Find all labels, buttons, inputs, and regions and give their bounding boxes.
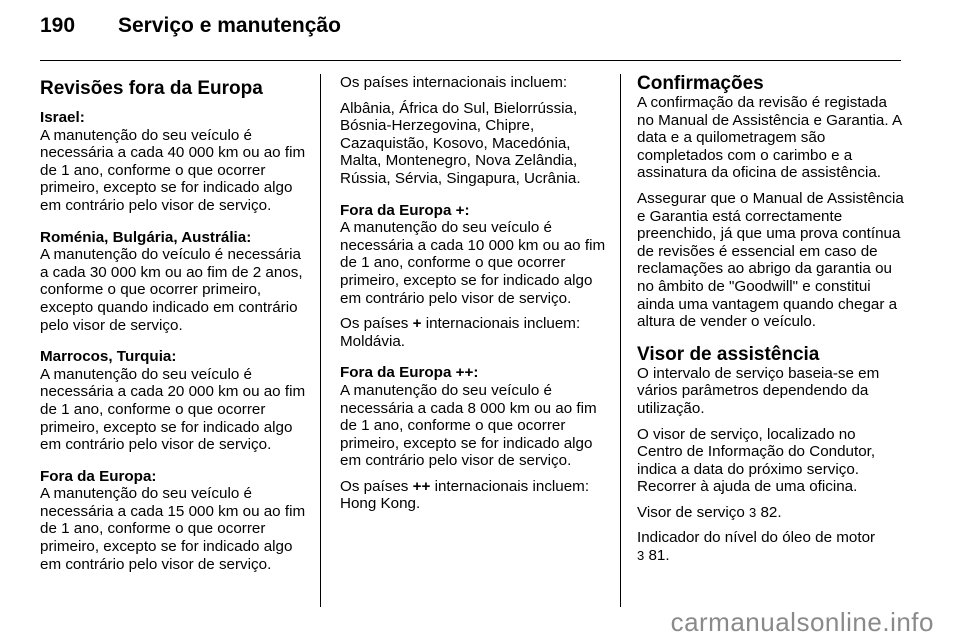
ref-page[interactable]: 82. — [756, 503, 782, 521]
region-text: A manutenção do veículo é necessária a cada 30 000 km ou ao fim de 2 anos, conforme o que ocorrer primeiro, excepto quando indicado em contrário pelo visor de serviço. — [40, 246, 303, 334]
region-block-outside-europe — [40, 468, 308, 574]
plus-symbol: + — [412, 315, 422, 333]
column-divider-1 — [320, 74, 321, 607]
service-display-ref — [637, 504, 905, 522]
region-block-outside-europe-plus — [340, 202, 608, 351]
section-heading-outside-europe: Revisões fora da Europa — [40, 78, 263, 99]
service-display-text-1: O intervalo de serviço baseia-se em vários parâmetros dependendo da utilização. — [637, 364, 880, 417]
page-title: Serviço e manutenção — [118, 14, 341, 37]
page-ref-icon[interactable]: 3 — [637, 548, 645, 564]
countries-list: Albânia, África do Sul, Bielorrússia, Bósnia-Herzegovina, Chipre, Cazaquistão, Kosovo, Macedónia, Malta, Montenegro, Nova Zelândia, Rússia, Sérvia, Singapura, Ucrânia. — [340, 99, 581, 187]
countries-post: internacionais incluem: — [421, 315, 581, 333]
region-text: A manutenção do seu veículo é necessária a cada 15 000 km ou ao fim de 1 ano, conforme o que ocorrer primeiro, excepto se for indicado algo em contrário pelo visor de serviço. — [40, 485, 306, 573]
region-label: Fora da Europa +: — [340, 201, 470, 219]
header-divider — [40, 60, 901, 61]
plusplus-symbol: ++ — [412, 477, 431, 495]
countries-list-plusplus: Hong Kong. — [340, 495, 421, 513]
countries-intro-plusplus — [340, 478, 608, 513]
column-3 — [637, 74, 905, 573]
countries-post: internacionais incluem: — [430, 477, 590, 495]
region-label: Fora da Europa: — [40, 467, 157, 485]
page-header — [40, 14, 341, 50]
region-block-romania — [40, 229, 308, 335]
region-label: Fora da Europa ++: — [340, 364, 479, 382]
region-text: A manutenção do seu veículo é necessária a cada 20 000 km ou ao fim de 1 ano, conforme o que ocorrer primeiro, excepto se for indicado algo em contrário pelo visor de serviço. — [40, 365, 306, 454]
column-divider-2 — [620, 74, 621, 607]
region-text: A manutenção do seu veículo é necessária a cada 40 000 km ou ao fim de 1 ano, conforme o que ocorrer primeiro, excepto se for indicado algo em contrário pelo visor de serviço. — [40, 126, 306, 214]
region-text: A manutenção do seu veículo é necessária a cada 10 000 km ou ao fim de 1 ano, conforme o que ocorrer primeiro, excepto se for indicado algo em contrário pelo visor de serviço. — [340, 219, 606, 307]
confirmations-text-1: A confirmação da revisão é registada no Manual de Assistência e Garantia. A data e a quilometragem são completados com o carimbo e a assinatura da oficina de assistência. — [637, 94, 902, 182]
region-block-morocco — [40, 348, 308, 454]
column-2 — [340, 74, 608, 527]
ref-text: Visor de serviço — [637, 503, 749, 521]
region-label: Israel: — [40, 109, 85, 126]
section-heading-confirmations: Confirmações — [637, 73, 764, 94]
countries-intro-plus — [340, 315, 608, 350]
page-number: 190 — [40, 14, 76, 37]
region-label: Marrocos, Turquia: — [40, 348, 177, 366]
watermark: carmanualsonline.info — [670, 607, 934, 637]
region-block-outside-europe-plusplus — [340, 364, 608, 513]
page-ref-icon[interactable]: 3 — [749, 504, 757, 520]
region-label: Roménia, Bulgária, Austrália: — [40, 228, 252, 246]
oil-level-ref — [637, 529, 905, 564]
region-text: A manutenção do seu veículo é necessária a cada 8 000 km ou ao fim de 1 ano, conforme o que ocorrer primeiro, excepto se for indicado algo em contrário pelo visor de serviço. — [340, 381, 597, 470]
ref-text: Indicador do nível do óleo de motor — [637, 529, 876, 547]
countries-pre: Os países — [340, 477, 413, 495]
section-heading-service-display: Visor de assistência — [637, 343, 820, 365]
column-1 — [40, 74, 308, 587]
countries-pre: Os países — [340, 315, 413, 333]
ref-page[interactable]: 81. — [644, 547, 670, 565]
confirmations-text-2: Assegurar que o Manual de Assistência e Garantia está correctamente preenchido, já que uma prova contínua de revisões é essencial em caso de reclamações ao abrigo da garantia ou no âmbito de "Goodwill" e constitui ainda uma vantagem quando chegar a altura de vender o veículo. — [637, 189, 904, 331]
countries-list-plus: Moldávia. — [340, 332, 405, 350]
region-block-israel — [40, 109, 308, 215]
service-display-text-2: O visor de serviço, localizado no Centro de Informação do Condutor, indica a data do próximo serviço. Recorrer à ajuda de uma oficina. — [637, 425, 876, 496]
countries-intro: Os países internacionais incluem: — [340, 74, 568, 91]
